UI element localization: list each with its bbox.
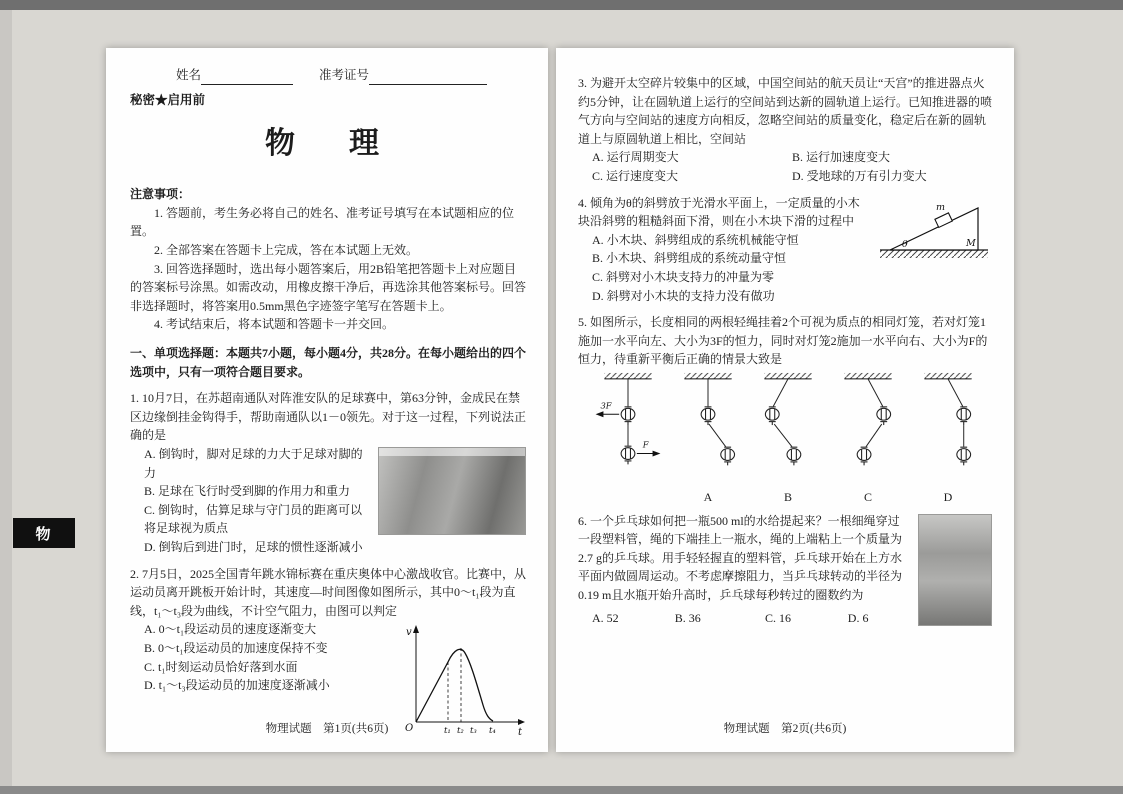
q2-option-c: C. t₁时刻运动员恰好落到水面 <box>144 659 298 674</box>
tick-t2: t₂ <box>457 726 464 737</box>
figure-caption: D <box>943 489 953 504</box>
q3-option-c: C. 运行速度变大 <box>592 168 679 183</box>
q2-stem: 2. 7月5日，2025全国青年跳水锦标赛在重庆奥体中心激战收官。比赛中，从运动员离开跳板开始计时，其速度—时间图像如图所示，其中0～t₁段为直线，t₁～t₃段为曲线，不计空气阻力，由图可以判定 <box>130 566 526 618</box>
q6-option-d: D. 6 <box>847 610 869 625</box>
page-1 <box>106 48 548 752</box>
q2-option-d: D. t₁～t₃段运动员的加速度逐渐减小 <box>144 678 330 693</box>
q4-option-a: A. 小木块、斜劈组成的系统机械能守恒 <box>592 232 799 247</box>
q4-option-c: C. 斜劈对小木块支持力的冲量为零 <box>592 269 775 284</box>
q3-option-b: B. 运行加速度变大 <box>792 150 891 165</box>
notice-heading: 注意事项： <box>130 187 191 202</box>
q1-stem: 1. 10月7日，在苏超南通队对阵淮安队的足球赛中，第63分钟，金成民在禁区边缘倒挂金钩得手，帮助南通队以1－0领先。对于这一过程，下列说法正确的是 <box>130 391 526 443</box>
q2-option-a: A. 0～t₁段运动员的速度逐渐变大 <box>144 622 317 637</box>
q4-option-b: B. 小木块、斜劈组成的系统动量守恒 <box>592 251 787 266</box>
notice-item: 2. 全部答案在答题卡上完成，答在本试题上无效。 <box>154 243 419 258</box>
tick-t1: t₁ <box>444 726 451 737</box>
tick-t3: t₃ <box>470 726 477 737</box>
subject-tab: 物 <box>13 518 75 548</box>
id-label: 准考证号 <box>319 68 370 82</box>
angle-label-theta: θ <box>902 238 908 250</box>
question-4 <box>578 194 992 306</box>
figure-caption: C <box>863 489 872 504</box>
q6-option-b: B. 36 <box>674 610 701 625</box>
scan-edge-top <box>0 0 1123 10</box>
exam-paper <box>106 48 1014 752</box>
page-2-footer: 物理试题 第2页(共6页) <box>723 723 847 736</box>
lantern-figure-d <box>908 371 988 504</box>
notice-item: 4. 考试结束后，将本试题和答题卡一并交回。 <box>154 317 395 332</box>
name-blank <box>201 72 293 85</box>
question-1 <box>130 389 526 556</box>
q6-stem: 6. 一个乒乓球如何把一瓶500 ml的水给提起来？一根细绳穿过一段塑料管，绳的下端挂上一瓶水，绳的上端粘上一个质量为2.7 g的乒乓球。用手轻轻握直的塑料管，乒乓球开始在上方水平面内做圆周运动。不考虑摩擦阻力，当乒乓球转动的半径为0.19 m且水瓶开始升高时，乒乓球每秒转过的圈数约为 <box>578 513 903 603</box>
q6-options <box>578 609 908 628</box>
incline-diagram <box>876 196 992 266</box>
notice-item: 3. 回答选择题时，选出每小题答案后，用2B铅笔把答题卡上对应题目的答案标号涂黑。如需改动，用橡皮擦干净后，再选涂其他答案标号。回答非选择题时，将答案用0.5mm黑色字迹签字笔写在答题卡上。 <box>130 261 527 313</box>
axis-label-v: v <box>406 627 412 639</box>
page-1-footer: 物理试题 第1页(共6页) <box>265 723 389 736</box>
tick-t4: t₄ <box>489 726 496 737</box>
paper-title: 物 理 <box>265 126 391 160</box>
q1-option-a: A. 倒钩时，脚对足球的力大于足球对脚的力 <box>144 446 363 480</box>
pingpong-demo-image <box>918 514 992 626</box>
q4-stem: 4. 倾角为θ的斜劈放于光滑水平面上，一定质量的小木块沿斜劈的粗糙斜面下滑，则在小木块下滑的过程中 <box>578 195 860 229</box>
page-2 <box>556 48 1014 752</box>
lantern-setup-figure <box>588 371 668 504</box>
block-label-m: m <box>936 201 946 213</box>
question-3 <box>578 74 992 186</box>
q3-option-d: D. 受地球的万有引力变大 <box>792 168 927 183</box>
question-6 <box>578 512 992 630</box>
lantern-figure-a <box>668 371 748 504</box>
lantern-figure-c <box>828 371 908 504</box>
scan-edge-left <box>0 10 12 786</box>
q1-option-b: B. 足球在飞行时受到脚的作用力和重力 <box>144 484 351 499</box>
force-3f-label: 3F <box>600 400 612 411</box>
q1-option-c: C. 倒钩时，估算足球与守门员的距离可以将足球视为质点 <box>144 502 363 536</box>
q6-option-c: C. 16 <box>765 610 792 625</box>
origin-label: O <box>405 723 414 735</box>
q3-option-a: A. 运行周期变大 <box>592 150 679 165</box>
lantern-figures <box>578 369 992 504</box>
secret-banner: 秘密★启用前 <box>130 93 206 108</box>
section-heading: 一、单项选择题：本题共7小题，每小题4分，共28分。在每小题给出的四个选项中，只有一项符合题目要求。 <box>130 346 527 379</box>
notice-item: 1. 答题前，考生务必将自己的姓名、准考证号填写在本试题相应的位置。 <box>130 205 515 239</box>
lantern-figure-b <box>748 371 828 504</box>
force-f-label: F <box>642 439 649 450</box>
scan-edge-bottom <box>0 786 1123 794</box>
q3-options <box>578 148 992 185</box>
figure-caption: A <box>703 489 713 504</box>
wedge-label-M: M <box>966 237 976 249</box>
notice-block <box>130 185 526 334</box>
name-label: 姓名 <box>176 68 202 82</box>
q2-option-b: B. 0～t₁段运动员的加速度保持不变 <box>144 640 328 655</box>
soccer-photo-image <box>378 447 526 535</box>
candidate-info-line <box>176 66 526 85</box>
q5-stem: 5. 如图所示，长度相同的两根轻绳挂着2个可视为质点的相同灯笼，若对灯笼1施加一水平向左、大小为3F的恒力，同时对灯笼2施加一水平向右、大小为F的恒力，待重新平衡后正确的情景大致是 <box>578 315 988 367</box>
q1-option-d: D. 倒钩后到进门时，足球的惯性逐渐减小 <box>144 539 363 554</box>
question-5 <box>578 313 992 504</box>
q3-stem: 3. 为避开太空碎片较集中的区域，中国空间站的航天员让“天宫”的推进器点火约5分钟，让在圆轨道上运行的空间站到达新的圆轨道上运行。已知推进器的喷气方向与空间站的速度方向相反，忽略空间站的质量变化，稳定后在新的圆轨道上与原圆轨道上相比，空间站 <box>578 76 992 146</box>
id-blank <box>369 72 487 85</box>
q4-option-d: D. 斜劈对小木块的支持力没有做功 <box>592 288 775 303</box>
axis-label-t: t <box>518 727 523 739</box>
q6-option-a: A. 52 <box>592 610 619 625</box>
figure-caption: B <box>783 489 792 504</box>
